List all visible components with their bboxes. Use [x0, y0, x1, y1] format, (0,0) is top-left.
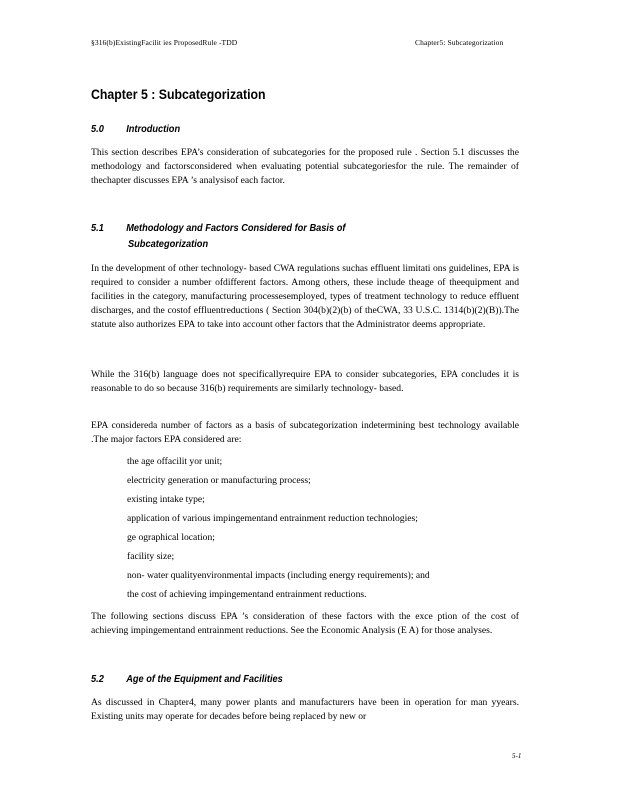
section-heading-5-1: [91, 222, 345, 234]
list-item: facility size;: [127, 551, 175, 562]
intro-paragraph: This section describes EPA’s consideration of subcategories for the proposed rule . Section 5.1 discusses the methodology and factorsconsidered when evaluating potential subcategoriesfor the rule. The remainder of thechapter discusses EPA ’s analysisof each factor.: [91, 147, 519, 186]
methodology-paragraph: In the development of other technology- based CWA regulations suchas effluent limitati ons guidelines, EPA is required to consider a number ofdifferent factors. Among others, these include theage of theequipment and facilities in the category, manufacturing processesemployed, types of treatment technology to reduce effluent discharges, and the costof effluentreductions ( Section 304(b)(2)(b) of theCWA, 33 U.S.C. 1314(b)(2)(B)).The statute also authorizes EPA to take into account other factors that the Administrator deems appropriate.: [91, 263, 519, 330]
section-title: Age of the Equipment and Facilities: [126, 673, 283, 685]
section-number: 5.0: [91, 123, 104, 135]
list-item: existing intake type;: [127, 494, 205, 505]
list-item: ge ographical location;: [127, 532, 215, 543]
page-number: 5-1: [512, 752, 522, 760]
section-title: Introduction: [126, 123, 181, 135]
factors-intro-paragraph: EPA considereda number of factors as a basis of subcategorization indetermining best technology available .The major factors EPA considered are:: [91, 420, 519, 445]
chapter-title: Chapter 5 : Subcategorization: [91, 86, 266, 102]
list-item: the age offacilit yor unit;: [127, 456, 223, 467]
following-sections-paragraph: The following sections discuss EPA ’s consideration of these factors with the exce ption of the cost of achieving impingementand entrainment reductions. See the Economic Analysis (E A) for those analyses.: [91, 611, 519, 636]
running-header-right: Chapter5: Subcategorization: [415, 38, 504, 47]
running-header-left: §316(b)ExistingFacilit ies ProposedRule -TDD: [91, 38, 238, 47]
section-number: 5.2: [91, 673, 104, 685]
list-item: non- water qualityenvironmental impacts (including energy requirements); and: [127, 570, 430, 581]
list-item: electricity generation or manufacturing process;: [127, 475, 311, 486]
list-item: application of various impingementand entrainment reduction technologies;: [127, 513, 418, 524]
age-paragraph: As discussed in Chapter4, many power plants and manufacturers have been in operation for man yyears. Existing units may operate for decades before being replaced by new or: [91, 697, 519, 722]
section-heading-5-2: [91, 673, 283, 685]
section-heading-5-1-line2: Subcategorization: [128, 238, 209, 250]
section-number: 5.1: [91, 222, 104, 234]
section-heading-5-0: [91, 123, 180, 135]
section-title: Methodology and Factors Considered for Basis of: [126, 222, 346, 234]
factors-list: [91, 452, 519, 604]
subcategory-rationale-paragraph: While the 316(b) language does not specificallyrequire EPA to consider subcategories, EPA concludes it is reasonable to do so because 316(b) requirements are similarly technology- based.: [91, 369, 519, 394]
list-item: the cost of achieving impingementand entrainment reductions.: [127, 589, 367, 600]
